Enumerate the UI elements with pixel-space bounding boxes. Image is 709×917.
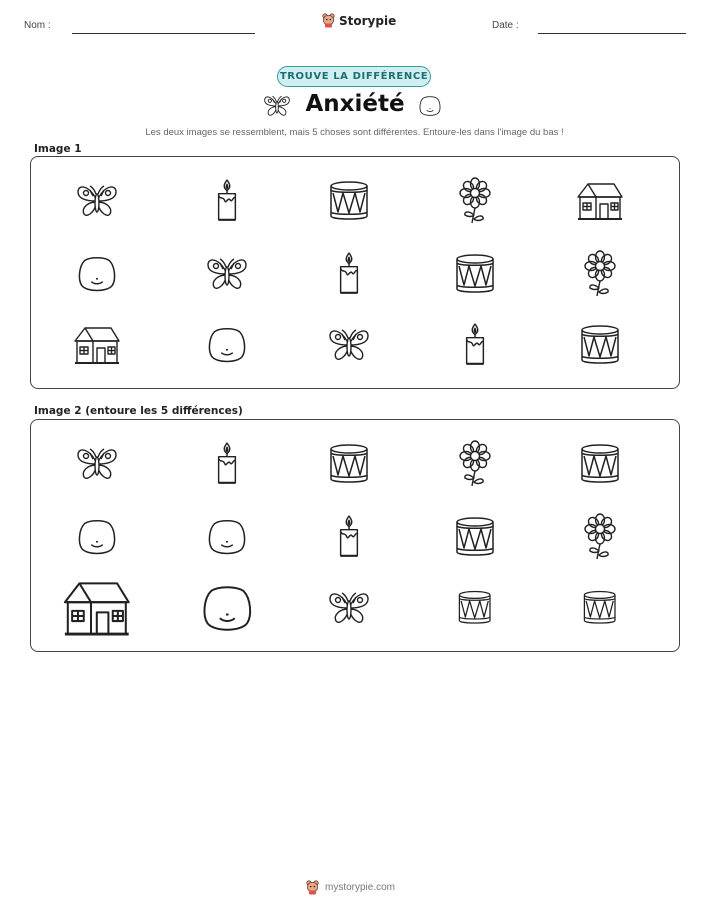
drum-icon[interactable] — [578, 442, 622, 486]
instructions: Les deux images se ressemblent, mais 5 choses sont différentes. Entoure-les dans l'image du bas ! — [145, 127, 564, 138]
house-icon[interactable] — [62, 579, 132, 637]
footer-url[interactable]: mystorypie.com — [325, 882, 396, 893]
face-icon — [76, 253, 118, 295]
butterfly-icon — [326, 325, 372, 365]
candle-icon — [336, 251, 362, 297]
butterfly-icon — [204, 254, 250, 294]
brand-name: Storypie — [339, 13, 397, 28]
candle-icon[interactable] — [336, 514, 362, 560]
butterfly-icon[interactable] — [74, 444, 120, 484]
candle-icon[interactable] — [214, 441, 240, 487]
storypie-bear-icon — [306, 880, 319, 895]
drum-icon[interactable] — [327, 442, 371, 486]
drum-icon — [327, 179, 371, 223]
drum-icon[interactable] — [581, 589, 618, 626]
drum-icon[interactable] — [456, 589, 493, 626]
drum-icon — [578, 323, 622, 367]
date-line[interactable] — [538, 33, 686, 34]
flower-icon — [578, 250, 622, 298]
flower-icon[interactable] — [578, 513, 622, 561]
face-icon[interactable] — [76, 516, 118, 558]
flower-icon[interactable] — [453, 440, 497, 488]
name-label: Nom : — [24, 20, 51, 31]
butterfly-icon[interactable] — [326, 588, 372, 628]
footer — [306, 880, 395, 895]
flower-icon — [453, 177, 497, 225]
storypie-bear-icon — [322, 13, 335, 28]
image1-label: Image 1 — [34, 143, 82, 155]
image2-label: Image 2 (entoure les 5 différences) — [34, 405, 243, 417]
candle-icon — [214, 178, 240, 224]
image2-panel[interactable] — [30, 419, 680, 652]
face-icon — [206, 324, 248, 366]
house-icon — [576, 181, 624, 221]
face-icon[interactable] — [200, 581, 255, 636]
candle-icon — [462, 322, 488, 368]
face-icon — [418, 94, 442, 118]
butterfly-icon — [74, 181, 120, 221]
name-line[interactable] — [72, 33, 255, 34]
activity-badge: TROUVE LA DIFFÉRENCE — [277, 66, 431, 87]
drum-icon[interactable] — [453, 515, 497, 559]
page-title: Anxiété — [305, 91, 405, 117]
image1-panel — [30, 156, 680, 389]
face-icon[interactable] — [206, 516, 248, 558]
butterfly-icon — [262, 93, 292, 119]
date-label: Date : — [492, 20, 519, 31]
drum-icon — [453, 252, 497, 296]
house-icon — [73, 325, 121, 365]
brand-logo — [322, 13, 396, 28]
